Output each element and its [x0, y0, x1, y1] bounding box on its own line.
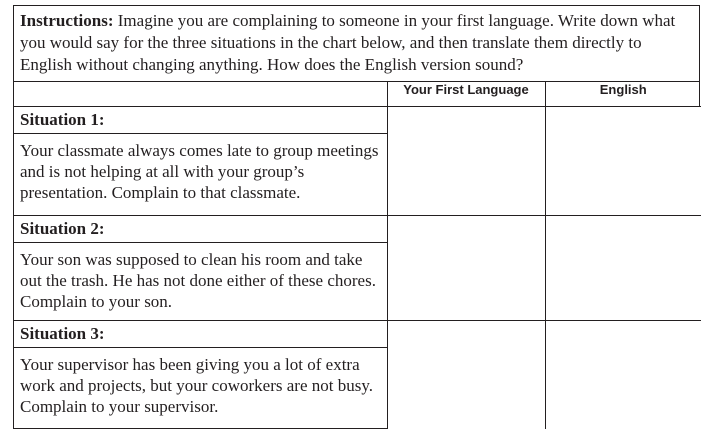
situation-cell [14, 107, 387, 216]
header-first-language: Your First Language [387, 82, 545, 107]
situation-cell [14, 321, 387, 430]
table-row [14, 321, 701, 430]
english-answer-cell[interactable] [545, 216, 701, 321]
instructions-box [14, 6, 699, 82]
first-language-answer-cell[interactable] [387, 216, 545, 321]
situations-table [14, 82, 701, 429]
table-row [14, 216, 701, 321]
instructions-lead: Instructions: [20, 11, 114, 30]
first-language-answer-cell[interactable] [387, 107, 545, 216]
table-row [14, 107, 701, 216]
english-answer-cell[interactable] [545, 321, 701, 430]
header-english: English [545, 82, 701, 107]
situation-text: Your supervisor has been giving you a lot of extra work and projects, but your coworkers are not busy. Complain to your supervisor. [20, 355, 373, 416]
situation-cell [14, 216, 387, 321]
table-header-row [14, 82, 701, 107]
situation-text: Your son was supposed to clean his room and take out the trash. He has not done either of these chores. Complain to your son. [20, 250, 376, 311]
header-situation [14, 82, 387, 107]
worksheet [13, 5, 700, 429]
english-answer-cell[interactable] [545, 107, 701, 216]
situation-title: Situation 3: [14, 321, 387, 348]
situation-title: Situation 2: [14, 216, 387, 243]
situation-title: Situation 1: [14, 107, 387, 134]
instructions-text: Imagine you are complaining to someone in your first language. Write down what you would say for the three situations in the chart below, and then translate them directly to English without changing anything. How does the English version sound? [20, 11, 676, 74]
situation-text: Your classmate always comes late to group meetings and is not helping at all with your group’s presentation. Complain to that classmate. [20, 141, 379, 202]
first-language-answer-cell[interactable] [387, 321, 545, 430]
